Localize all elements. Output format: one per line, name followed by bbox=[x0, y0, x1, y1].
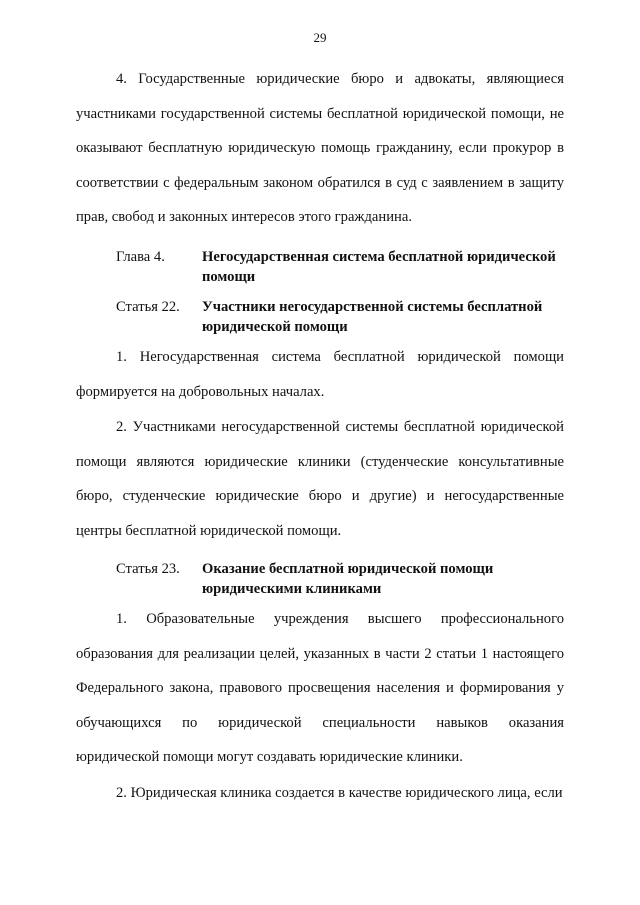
chapter-label: Глава 4. bbox=[116, 249, 165, 265]
paragraph-text: 4. Государственные юридические бюро и адвокаты, являющиеся участниками государственной системы бесплатной юридической помощи, не оказывают бесплатную юридическую помощь гражданину, если прокурор в соответствии с федеральным законом обратился в суд с заявлением в защиту прав, свобод и законных интересов этого гражданина. bbox=[76, 71, 564, 226]
article-23-paragraph-1 bbox=[76, 602, 564, 775]
paragraph-text: 2. Юридическая клиника создается в качестве юридического лица, если bbox=[116, 785, 563, 801]
article-label: Статья 23. bbox=[116, 561, 180, 577]
article-label: Статья 22. bbox=[116, 299, 180, 315]
paragraph-text: 2. Участниками негосударственной системы бесплатной юридической помощи являются юридические клиники (студенческие консультативные бюро, студенческие юридические бюро и другие) и негосударственные центры бесплатной юридической помощи. bbox=[76, 419, 564, 539]
article-title: Участники негосударственной системы бесплатной юридической помощи bbox=[202, 299, 543, 335]
article-22-paragraph-2 bbox=[76, 410, 564, 548]
chapter-title: Негосударственная система бесплатной юридической помощи bbox=[202, 249, 556, 285]
paragraph-4 bbox=[76, 62, 564, 235]
article-22-paragraph-1 bbox=[76, 340, 564, 409]
article-23-paragraph-2 bbox=[76, 776, 564, 811]
article-title: Оказание бесплатной юридической помощи юридическими клиниками bbox=[202, 561, 494, 597]
paragraph-text: 1. Образовательные учреждения высшего профессионального образования для реализации целей, указанных в части 2 статьи 1 настоящего Федерального закона, правового просвещения населения и формирования у обучающихся по юридической специальности навыков оказания юридической помощи могут создавать юридические клиники. bbox=[76, 611, 564, 766]
paragraph-text: 1. Негосударственная система бесплатной юридической помощи формируется на добровольных началах. bbox=[76, 349, 564, 400]
page-number: 29 bbox=[313, 30, 327, 45]
